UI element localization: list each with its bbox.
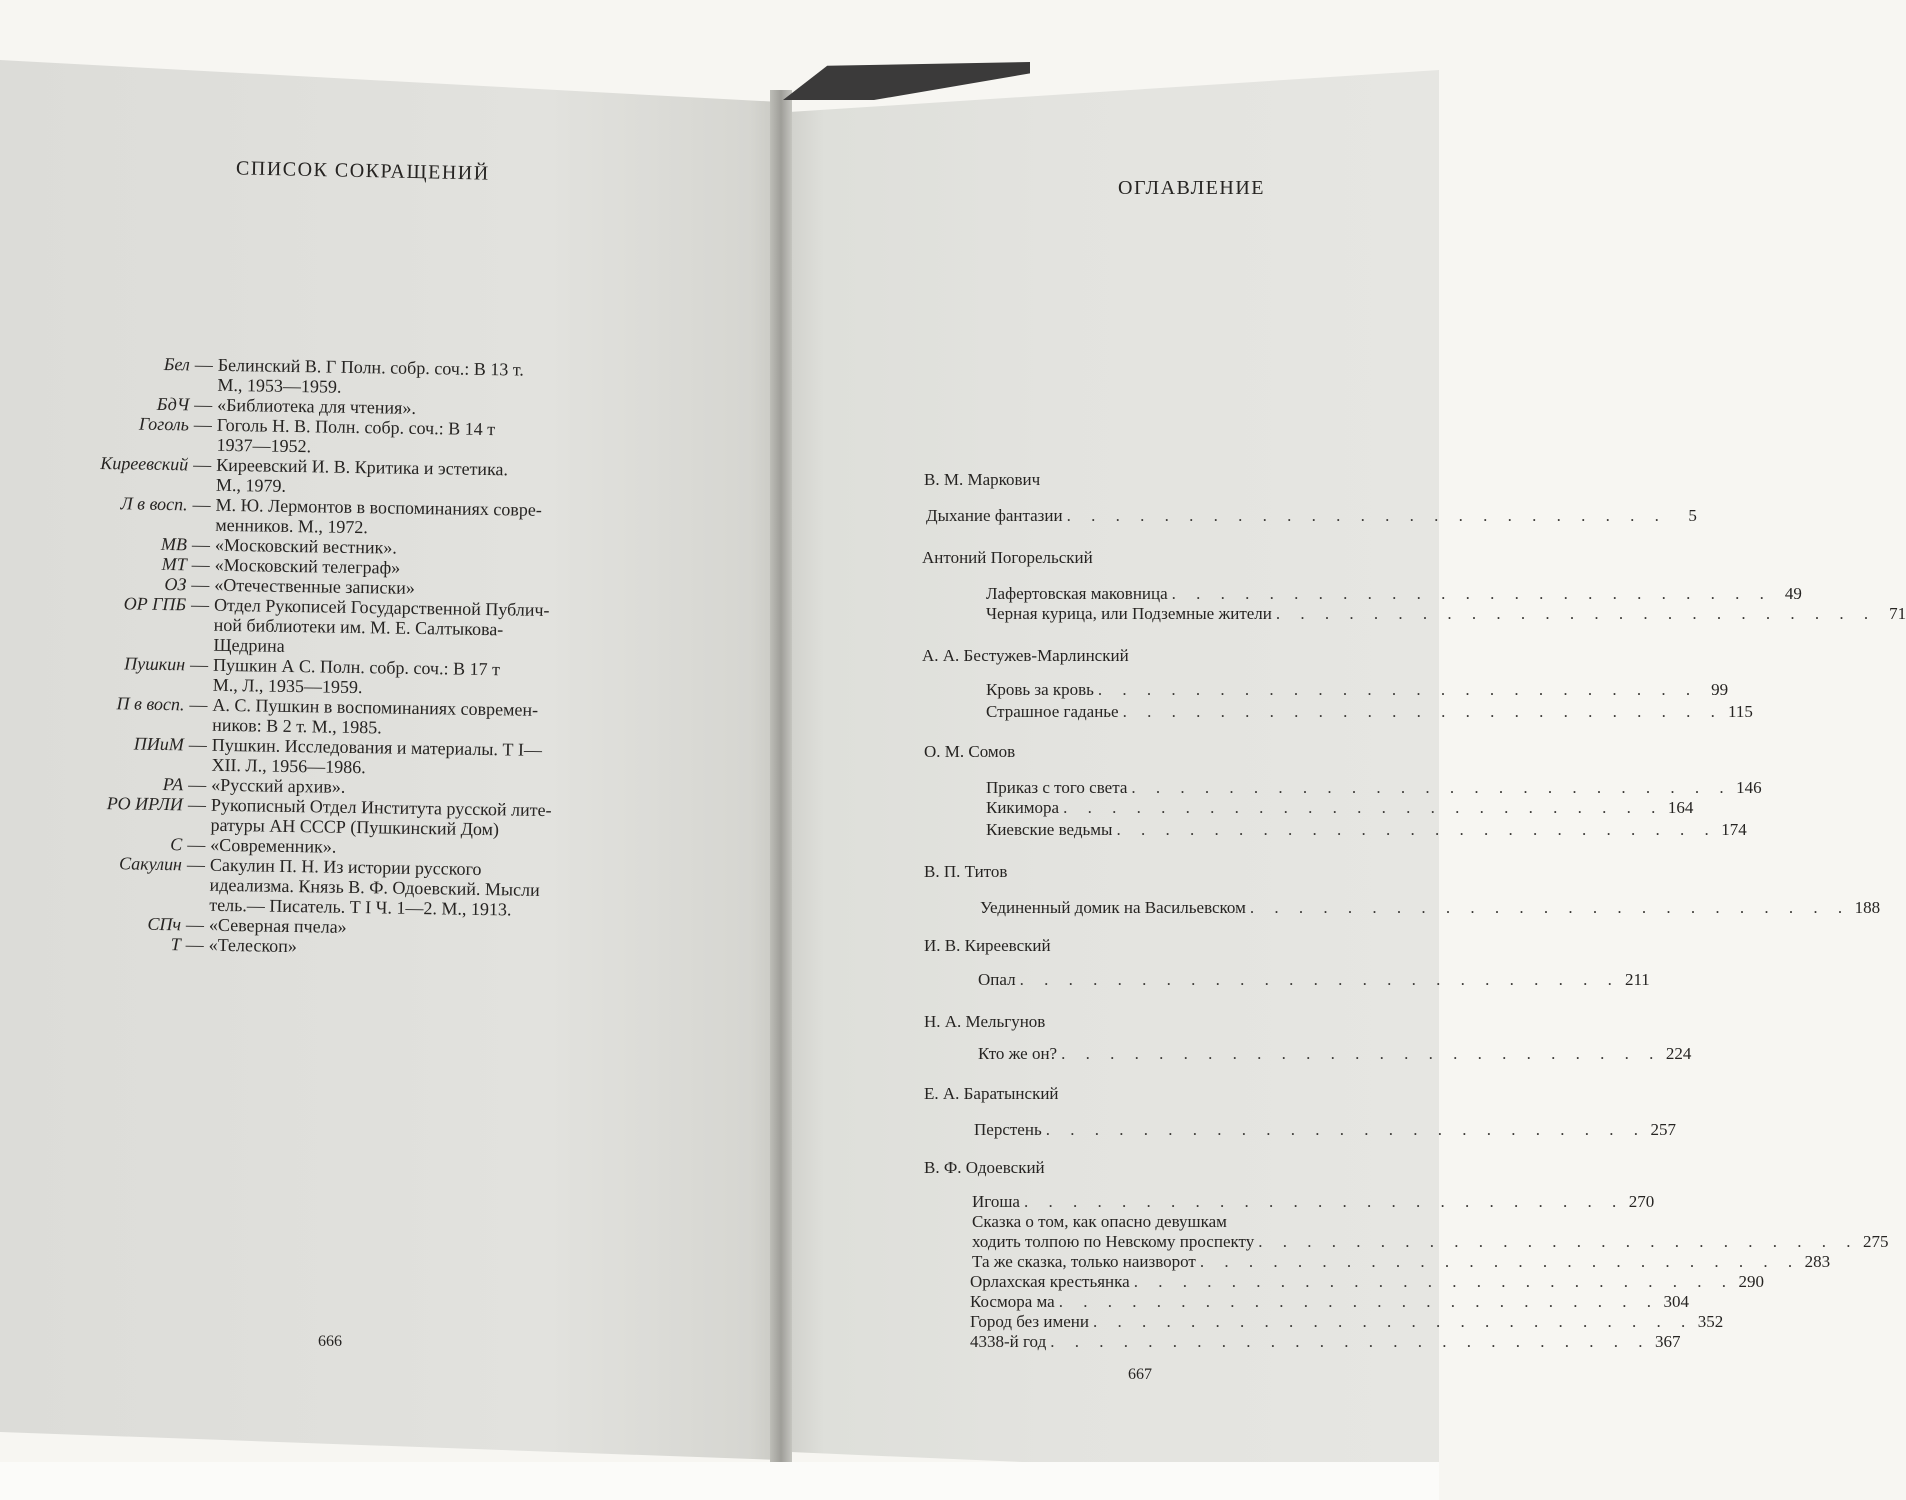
abbreviation-key: РО ИРЛИ <box>106 793 184 815</box>
abbreviation-line: «Северная пчела» <box>208 914 347 937</box>
abbreviation-line: «Московский телеграф» <box>214 554 401 578</box>
toc-entry-page: 211 <box>1624 970 1650 989</box>
toc-entry-title: Перстень <box>974 1120 1042 1139</box>
abbreviation-line: М., 1979. <box>215 474 287 496</box>
abbreviation-line: «Современник». <box>210 834 337 857</box>
abbreviation-key: С <box>170 834 183 855</box>
toc-entry <box>978 970 1650 989</box>
abbreviation-key: БдЧ <box>156 393 190 415</box>
toc-leader-dots: . . . . . . . . . . . . . . . . . . . . . . . . . <box>1116 820 1717 839</box>
toc-entry-page: 283 <box>1804 1252 1831 1271</box>
toc-entry <box>970 1312 1724 1331</box>
toc-entry <box>986 584 1802 603</box>
abbreviation-value <box>217 355 658 402</box>
toc-leader-dots: . . . . . . . . . . . . . . . . . . . . . . . . . <box>1050 1332 1651 1351</box>
abbreviation-line: Пушкин. Исследования и материалы. Т I— <box>211 734 543 760</box>
abbreviation-key: П в восп. <box>116 693 185 715</box>
toc-entry-page: 188 <box>1854 898 1881 917</box>
abbreviation-key: Пушкин <box>124 653 186 675</box>
abbreviation-value <box>216 455 657 502</box>
abbreviation-line: ной библиотеки им. М. Е. Салтыкова- <box>213 614 504 640</box>
abbreviation-line: тель.— Писатель. Т I Ч. 1—2. М., 1913. <box>209 894 512 920</box>
abbreviation-key: Сакулин <box>118 853 183 875</box>
toc-leader-dots: . . . . . . . . . . . . . . . . . . . . . . . . . <box>1045 1120 1646 1139</box>
abbreviation-dash: — <box>188 734 208 755</box>
abbreviation-key: МВ <box>160 533 188 555</box>
toc-entry-page: 174 <box>1721 820 1747 839</box>
toc-entry <box>972 1232 1889 1251</box>
abbreviation-line: М., 1953—1959. <box>217 374 342 397</box>
abbreviation-key: Л в восп. <box>120 493 188 515</box>
abbreviation-line: ников: В 2 т. М., 1985. <box>212 714 382 738</box>
toc-entry-title: Кто же он? <box>978 1044 1058 1063</box>
abbreviation-line: XII. Л., 1956—1986. <box>211 754 366 778</box>
abbreviation-row <box>31 852 672 922</box>
toc-author: В. М. Маркович <box>924 470 1041 489</box>
toc-entry-page: 275 <box>1862 1232 1889 1251</box>
abbreviation-dash: — <box>189 694 208 715</box>
toc-leader-dots: . . . . . . . . . . . . . . . . . . . . . . . . . <box>1122 702 1723 721</box>
toc-entry-page: 71 <box>1889 604 1906 623</box>
toc-entry-page: 146 <box>1736 778 1762 797</box>
abbreviation-dash: — <box>189 654 209 675</box>
abbreviation-line: 1937—1952. <box>216 434 312 457</box>
toc-entry-title: Город без имени <box>970 1312 1089 1331</box>
abbreviation-line: ратуры АН СССР (Пушкинский Дом) <box>210 814 500 840</box>
toc-author: Антоний Погорельский <box>922 548 1093 567</box>
abbreviation-dash: — <box>190 594 210 615</box>
abbreviation-line: менников. М., 1972. <box>215 514 369 538</box>
toc-author: О. М. Сомов <box>924 742 1016 761</box>
toc-entry-page: 270 <box>1628 1192 1655 1211</box>
page-number-right: 667 <box>1128 1366 1152 1383</box>
toc-entry <box>986 702 1753 721</box>
toc-entry-title: Уединенный домик на Васильевском <box>980 898 1246 917</box>
abbreviation-value <box>213 655 654 702</box>
abbreviation-dash: — <box>193 414 213 435</box>
toc-entry-page: 115 <box>1727 702 1753 721</box>
toc-entry <box>980 898 1881 917</box>
toc-entry-title: Киевские ведьмы <box>986 820 1113 839</box>
toc-author: А. А. Бестужев-Марлинский <box>922 646 1129 665</box>
toc-entry-page: 224 <box>1665 1044 1692 1063</box>
abbreviation-key: МТ <box>161 553 187 575</box>
toc-entry-page: 257 <box>1650 1120 1676 1139</box>
toc-entry-title: Космора ма <box>970 1292 1055 1311</box>
abbreviation-line: Гоголь Н. В. Полн. собр. соч.: В 14 т <box>216 414 496 440</box>
abbreviation-key: Киреевский <box>100 452 189 475</box>
toc-entry <box>974 1120 1676 1139</box>
toc-leader-dots: . . . . . . . . . . . . . . . . . . . . . . . . . <box>1092 1312 1694 1331</box>
abbreviation-dash: — <box>191 534 211 555</box>
abbreviation-key: Т <box>170 934 181 955</box>
abbreviation-key: РА <box>162 773 184 795</box>
abbreviation-value <box>209 855 650 922</box>
toc-leader-dots: . . . . . . . . . . . . . . . . . . . . . . . . . <box>1199 1252 1801 1271</box>
abbreviation-key: Бел <box>163 353 190 375</box>
abbreviation-line: «Московский вестник». <box>214 534 398 558</box>
toc-leader-dots: . . . . . . . . . . . . . . . . . . . . . . . . . <box>1097 680 1699 699</box>
toc-entry <box>970 1332 1681 1351</box>
book-gutter <box>770 90 792 1470</box>
abbreviation-row <box>35 592 676 662</box>
toc-entry <box>978 1044 1692 1063</box>
toc-entry-page: 304 <box>1663 1292 1689 1311</box>
abbreviation-line: Пушкин А С. Полн. собр. соч.: В 17 т <box>212 654 501 680</box>
toc-leader-dots: . . . . . . . . . . . . . . . . . . . . . . . . . <box>1066 506 1667 525</box>
abbreviation-key: ПИиМ <box>133 733 185 755</box>
toc-entry-page: 290 <box>1738 1272 1764 1291</box>
abbreviation-dash: — <box>187 794 207 815</box>
abbreviation-line: Белинский В. Г Полн. собр. соч.: В 13 т. <box>217 354 525 380</box>
toc-entry-title: Та же сказка, только наизворот <box>972 1252 1196 1271</box>
abbreviation-key: ОР ГПБ <box>123 593 187 615</box>
toc-leader-dots: . . . . . . . . . . . . . . . . . . . . . . . . . <box>1058 1292 1659 1311</box>
abbreviation-value <box>210 795 651 842</box>
toc-entry <box>986 778 1762 797</box>
toc-entry-title: ходить толпою по Невскому проспекту <box>972 1232 1255 1251</box>
toc-leader-dots: . . . . . . . . . . . . . . . . . . . . . . . . . <box>1275 604 1877 623</box>
abbreviations-list <box>31 352 680 962</box>
toc-leader-dots: . . . . . . . . . . . . . . . . . . . . . . . . . <box>1131 778 1732 797</box>
toc-leader-dots: . . . . . . . . . . . . . . . . . . . . . . . . . <box>1171 584 1772 603</box>
toc-entry <box>986 604 1906 623</box>
abbreviation-value <box>213 595 654 662</box>
toc-entry-page: 164 <box>1667 798 1694 817</box>
abbreviation-line: Сакулин П. Н. Из истории русского <box>209 854 482 879</box>
book-cover-edge <box>770 62 1030 100</box>
abbreviation-dash: — <box>186 854 206 875</box>
abbreviations-heading: СПИСОК СОКРАЩЕНИЙ <box>235 157 490 185</box>
abbreviation-line: Киреевский И. В. Критика и эстетика. <box>216 454 509 480</box>
toc-entry-page: 99 <box>1711 680 1729 699</box>
abbreviation-dash: — <box>193 454 212 475</box>
toc-entry <box>986 820 1747 839</box>
abbreviation-dash: — <box>185 914 205 935</box>
abbreviation-dash: — <box>187 834 206 855</box>
abbreviation-line: А. С. Пушкин в воспоминаниях современ- <box>212 694 539 720</box>
toc-entry-page: 5 <box>1688 506 1697 525</box>
abbreviation-dash: — <box>194 394 213 415</box>
toc-author: Е. А. Баратынский <box>924 1084 1059 1103</box>
abbreviation-value <box>212 695 653 742</box>
toc-author: В. П. Титов <box>924 862 1008 881</box>
toc-entry-title: Игоша <box>972 1192 1020 1211</box>
abbreviation-dash: — <box>194 354 213 375</box>
toc-leader-dots: . . . . . . . . . . . . . . . . . . . . . . . . . <box>1133 1272 1734 1291</box>
abbreviation-key: Гоголь <box>138 413 190 435</box>
contents-heading: ОГЛАВЛЕНИЕ <box>1118 177 1265 199</box>
toc-entry-title: Кикимора <box>986 798 1060 817</box>
abbreviation-dash: — <box>188 774 207 795</box>
abbreviation-key: ОЗ <box>164 573 187 595</box>
toc-author: В. Ф. Одоевский <box>924 1158 1045 1177</box>
toc-entry-title: Кровь за кровь <box>986 680 1094 699</box>
background-surface <box>0 1462 1439 1500</box>
abbreviation-line: «Телескоп» <box>208 934 298 957</box>
toc-entry-title: Лафертовская маковница <box>986 584 1168 603</box>
toc-entry-page: 352 <box>1697 1312 1724 1331</box>
toc-entry <box>926 506 1697 525</box>
toc-entry-page: 367 <box>1654 1332 1681 1351</box>
abbreviation-line: М., Л., 1935—1959. <box>212 674 363 698</box>
toc-entry <box>986 680 1729 699</box>
abbreviation-value <box>216 415 657 462</box>
toc-author: И. В. Киреевский <box>924 936 1051 955</box>
abbreviation-line: идеализма. Князь В. Ф. Одоевский. Мысли <box>209 874 540 900</box>
abbreviation-line: Рукописный Отдел Института русской лите- <box>210 794 552 821</box>
toc-author: Н. А. Мельгунов <box>924 1012 1046 1031</box>
toc-leader-dots: . . . . . . . . . . . . . . . . . . . . . . . . . <box>1019 970 1620 989</box>
abbreviation-dash: — <box>191 574 210 595</box>
abbreviation-line: Щедрина <box>213 634 285 656</box>
abbreviation-dash: — <box>192 494 211 515</box>
toc-entry <box>972 1212 1380 1231</box>
toc-leader-dots: . . . . . . . . . . . . . . . . . . . . . . . . . <box>1249 898 1851 917</box>
abbreviation-line: «Библиотека для чтения». <box>217 394 417 418</box>
toc-leader-dots: . . . . . . . . . . . . . . . . . . . . . . . . . <box>1258 1232 1859 1251</box>
toc-entry <box>970 1272 1764 1291</box>
toc-leader-dots: . . . . . . . . . . . . . . . . . . . . . . . . . <box>1023 1192 1625 1211</box>
toc-entry-title: 4338-й год <box>970 1332 1047 1351</box>
abbreviation-key: СПч <box>147 913 182 935</box>
toc-leader-dots: . . . . . . . . . . . . . . . . . . . . . . . . . <box>1063 798 1664 817</box>
toc-entry-title: Орлахская крестьянка <box>970 1272 1130 1291</box>
toc-leader-dots: . . . . . . . . . . . . . . . . . . . . . . . . . <box>1061 1044 1662 1063</box>
toc-entry <box>972 1192 1655 1211</box>
toc-entry-title: Сказка о том, как опасно девушкам <box>972 1212 1227 1231</box>
toc-entry <box>986 798 1694 817</box>
toc-entry-title: Дыхание фантазии <box>926 506 1063 525</box>
page-number-left: 666 <box>318 1333 342 1350</box>
toc-entry <box>972 1252 1831 1271</box>
toc-entry-title: Страшное гаданье <box>986 702 1119 721</box>
toc-entry-title: Приказ с того света <box>986 778 1128 797</box>
abbreviation-dash: — <box>191 554 210 575</box>
toc-entry-page: 49 <box>1784 584 1802 603</box>
abbreviation-line: М. Ю. Лермонтов в воспоминаниях совре- <box>215 494 542 520</box>
abbreviation-dash: — <box>185 934 204 955</box>
abbreviation-line: «Русский архив». <box>211 774 346 797</box>
toc-entry <box>970 1292 1689 1311</box>
toc-entry-title: Черная курица, или Подземные жители <box>986 604 1272 623</box>
abbreviation-line: Отдел Рукописей Государственной Публич- <box>213 594 550 621</box>
abbreviation-value <box>211 735 652 782</box>
abbreviation-value <box>215 495 656 542</box>
abbreviation-line: «Отечественные записки» <box>214 574 415 598</box>
toc-entry-title: Опал <box>978 970 1016 989</box>
